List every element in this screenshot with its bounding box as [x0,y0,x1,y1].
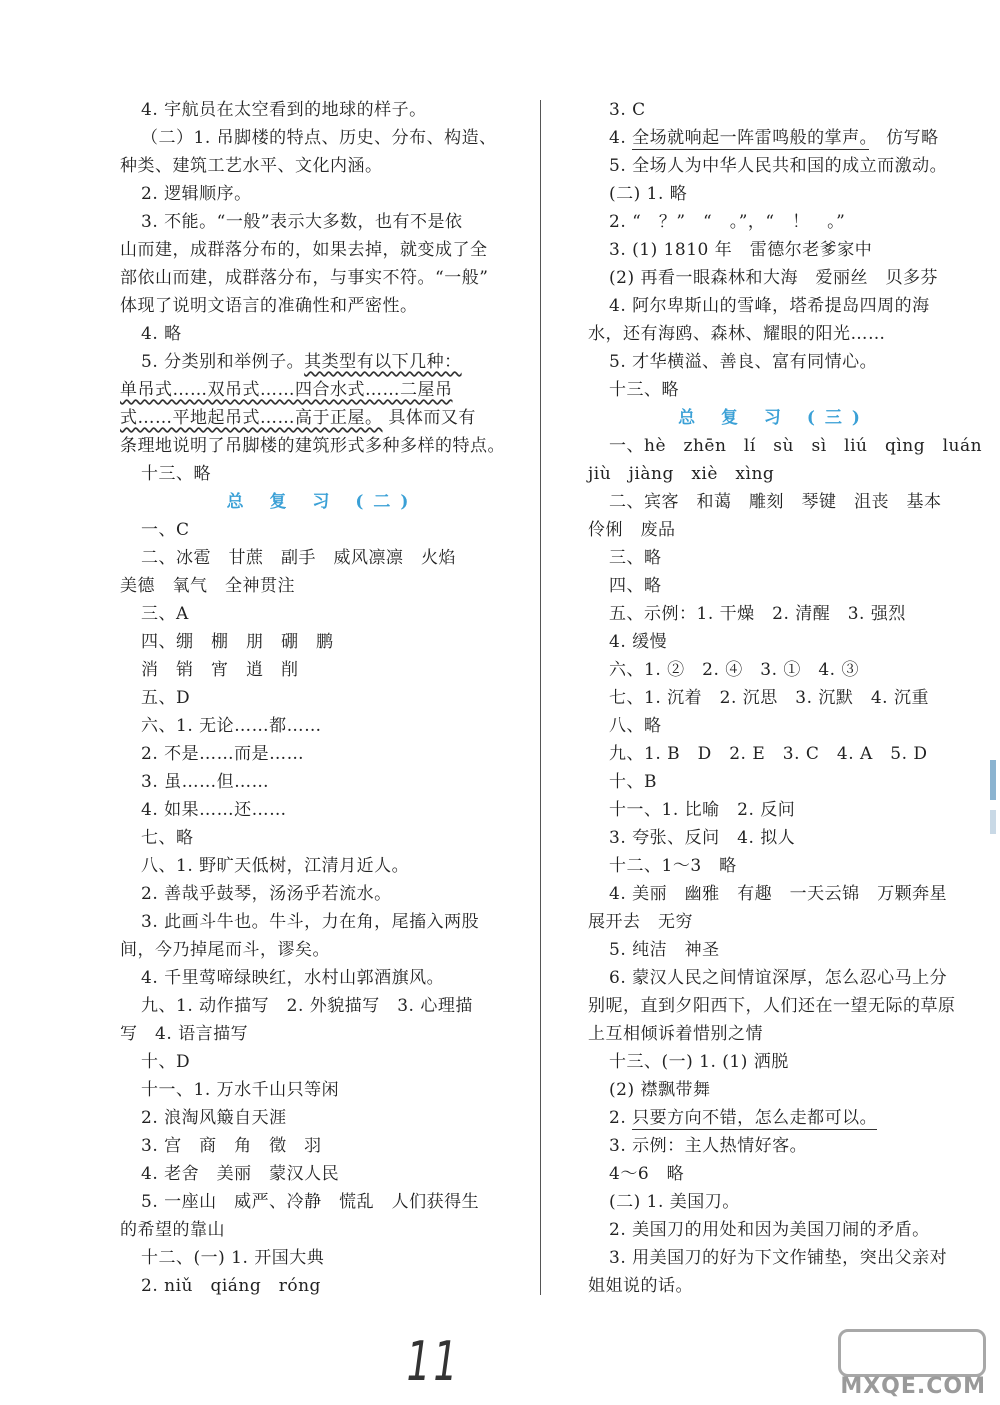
answer-line [120,936,525,964]
answer-line [588,516,960,544]
answer-line [588,1160,960,1188]
line-text: 4. 美丽 幽雅 有趣 一天云锦 万颗奔星 [609,884,948,904]
answer-line [588,880,960,908]
line-text: 3. 用美国刀的好为下文作铺垫，突出父亲对 [609,1248,948,1268]
line-text: 4. 缓慢 [609,632,668,652]
answer-line [120,1216,525,1244]
answer-line [588,964,960,992]
line-text: 山而建，成群落分布的，如果去掉，就变成了全 [120,240,488,260]
line-text: (2) 再看一眼森林和大海 爱丽丝 贝多芬 [609,268,938,288]
line-text: 十三、略 [609,380,679,400]
answer-line [120,1076,525,1104]
answer-line [120,124,525,152]
edge-mark [990,760,996,800]
underlined-text: 只要方向不错，怎么走都可以。 [632,1108,878,1128]
answer-line [120,572,525,600]
line-text: 3. 虽……但…… [141,772,270,792]
answer-line [120,236,525,264]
answer-line [588,180,960,208]
line-text: 部依山而建，成群落分布，与事实不符。“一般” [120,268,489,288]
answer-line [588,600,960,628]
answer-line [120,1048,525,1076]
answer-line [588,152,960,180]
line-text: 3. 此画斗牛也。牛斗，力在角，尾搐入两股 [141,912,480,932]
line-text: 十三、(一) 1. (1) 洒脱 [609,1052,789,1072]
answer-line [588,908,960,936]
line-text: 2. 逻辑顺序。 [141,184,252,204]
answer-line [588,124,960,152]
answer-line [120,208,525,236]
answer-line [120,656,525,684]
answer-line [120,1132,525,1160]
answer-line [588,628,960,656]
wavy-underlined-text: 式……平地起吊式……高于正屋。 [120,408,383,428]
answer-line [120,1272,525,1300]
answer-line [120,1188,525,1216]
line-text: 的希望的靠山 [120,1220,225,1240]
answer-line [588,768,960,796]
answer-line [588,292,960,320]
line-text: 十三、略 [141,464,211,484]
answer-line [588,684,960,712]
answer-line [120,908,525,936]
answer-line [588,796,960,824]
line-text: 6. 蒙汉人民之间情谊深厚，怎么忍心马上分 [609,968,948,988]
line-text: 十一、1. 比喻 2. 反问 [609,800,796,820]
answer-line [120,740,525,768]
answer-line [588,1048,960,1076]
line-text: (二) 1. 略 [609,184,688,204]
line-text: 五、D [141,688,191,708]
answer-line [120,1104,525,1132]
answer-line [588,824,960,852]
answer-line [588,1076,960,1104]
line-text: 2. 浪淘风簸自天涯 [141,1108,287,1128]
answer-line [120,768,525,796]
line-text: 2. 不是……而是…… [141,744,305,764]
answer-line [588,1104,960,1132]
line-text: 2. [609,1108,633,1128]
right-column [588,96,983,1300]
line-text: 八、略 [609,716,662,736]
line-text: 4. 宇航员在太空看到的地球的样子。 [141,100,427,120]
answer-line [588,1132,960,1160]
line-text: 种类、建筑工艺水平、文化内涵。 [120,156,383,176]
watermark-logo-icon [838,1329,986,1377]
answer-line [588,1188,960,1216]
line-text: 5. 才华横溢、善良、富有同情心。 [609,352,878,372]
wavy-underlined-text: 单吊式……双吊式……四合水式……二屋吊 [120,380,453,400]
answer-line [588,1272,960,1300]
line-text: 姐姐说的话。 [588,1276,693,1296]
line-text: 四、绷 棚 朋 硼 鹏 [141,632,334,652]
line-text: 4. 如果……还…… [141,800,287,820]
line-text: 十、B [609,772,657,792]
line-text: 八、1. 野旷天低树，江清月近人。 [141,856,410,876]
answer-line [120,712,525,740]
line-text: 一、C [141,520,190,540]
line-text: 十二、1～3 略 [609,856,737,876]
line-text: 水，还有海鸥、森林、耀眼的阳光…… [588,324,886,344]
wavy-underlined-text: 其类型有以下几种： [304,352,462,372]
answer-line [588,1216,960,1244]
answer-line [120,376,525,404]
left-column [120,96,525,1300]
line-text: 七、1. 沉着 2. 沉思 3. 沉默 4. 沉重 [609,688,929,708]
line-text: 上互相倾诉着惜别之情 [588,1024,763,1044]
answer-line [588,96,960,124]
answer-line [120,600,525,628]
answer-line [588,852,960,880]
answer-line [588,992,960,1020]
page-number: 11 [406,1330,461,1393]
line-text: 三、略 [609,548,662,568]
answer-line [588,432,983,460]
answer-line [120,824,525,852]
line-text: 展开去 无穷 [588,912,693,932]
answer-line [120,516,525,544]
answer-line [588,740,960,768]
line-text: 二、冰雹 甘蔗 副手 威风凛凛 火焰 [141,548,456,568]
line-text: 3. 宫 商 角 徵 羽 [141,1136,322,1156]
line-text: 2. 善哉乎鼓琴，汤汤乎若流水。 [141,884,392,904]
line-text: 具体而又有 [382,408,476,428]
line-text: 五、示例：1. 干燥 2. 清醒 3. 强烈 [609,604,906,624]
line-text: 别呢，直到夕阳西下，人们还在一望无际的草原 [588,996,956,1016]
line-text: (2) 襟飘带舞 [609,1080,711,1100]
answer-line [588,712,960,740]
answer-line [120,796,525,824]
line-text: 伶俐 废品 [588,520,676,540]
line-text: 消 销 宵 逍 削 [141,660,299,680]
edge-mark [990,810,996,834]
answer-line [588,1020,960,1048]
line-text: 三、A [141,604,189,624]
answer-line [588,572,960,600]
line-text: 5. 分类别和举例子。 [141,352,305,372]
answer-line [120,1020,525,1048]
line-text: 2. “ ？” “ 。”，“ ！ 。” [609,212,846,232]
answer-line [588,656,960,684]
line-text: 5. 全场人为中华人民共和国的成立而激动。 [609,156,948,176]
column-divider [540,100,541,1295]
answer-line [588,488,960,516]
answer-line [120,852,525,880]
line-text: 体现了说明文语言的准确性和严密性。 [120,296,418,316]
line-text: 仿写略 [868,128,939,148]
line-text: 3. 示例：主人热情好客。 [609,1136,808,1156]
section-heading: 总 复 习 (三) [678,408,870,428]
line-text: 4. 阿尔卑斯山的雪峰，塔希提岛四周的海 [609,296,930,316]
watermark [840,1325,1000,1405]
answer-line [120,684,525,712]
answer-line [120,320,525,348]
line-text: 4. 千里莺啼绿映红，水村山郭酒旗风。 [141,968,445,988]
answer-line [588,348,960,376]
line-text: 十二、(一) 1. 开国大典 [141,1248,325,1268]
underlined-text: 全场就响起一阵雷鸣般的掌声。 [632,128,869,148]
answer-line [120,180,525,208]
line-text: (二) 1. 美国刀。 [609,1192,740,1212]
answer-line [120,432,525,460]
answer-line [588,544,960,572]
line-text: 2. niǔ qiáng róng [141,1276,321,1296]
answer-line [588,936,960,964]
answer-line [588,236,960,264]
line-text: 二、宾客 和蔼 雕刻 琴键 沮丧 基本 [609,492,942,512]
line-text: 美德 氧气 全神贯注 [120,576,295,596]
line-text: 3. (1) 1810 年 雷德尔老爹家中 [609,240,873,260]
answer-line [588,1244,960,1272]
line-text: 4. 老舍 美丽 蒙汉人民 [141,1164,340,1184]
answer-line [588,460,960,488]
line-text: 四、略 [609,576,662,596]
line-text: 十一、1. 万水千山只等闲 [141,1080,340,1100]
answer-line [120,96,525,124]
answer-line [120,1160,525,1188]
line-text: 间，今乃掉尾而斗，谬矣。 [120,940,330,960]
answer-line [120,992,525,1020]
answer-line [120,628,525,656]
answer-line [588,264,960,292]
line-text: 4. [609,128,633,148]
line-text: jiù jiàng xiè xìng [588,464,775,484]
line-text: 5. 纯洁 神圣 [609,940,720,960]
answer-line [120,964,525,992]
line-text: 条理地说明了吊脚楼的建筑形式多种多样的特点。 [120,436,505,456]
answer-line [588,208,960,236]
answer-line [120,292,525,320]
line-text: 4. 略 [141,324,182,344]
answer-line [120,544,525,572]
line-text: 九、1. B D 2. E 3. C 4. A 5. D [609,744,928,764]
answer-line [120,348,525,376]
watermark-text: MXQE.COM [840,1374,986,1399]
answer-line [120,264,525,292]
line-text: 六、1. 无论……都…… [141,716,322,736]
answer-line [588,320,960,348]
line-text: （二）1. 吊脚楼的特点、历史、分布、构造、 [141,128,497,148]
answer-line [120,152,525,180]
section-heading: 总 复 习 (二) [226,492,419,512]
line-text: 5. 一座山 威严、冷静 慌乱 人们获得生 [141,1192,480,1212]
line-text: 六、1. ② 2. ④ 3. ① 4. ③ [609,660,859,680]
answer-line [588,376,960,404]
line-text: 2. 美国刀的用处和因为美国刀闹的矛盾。 [609,1220,930,1240]
line-text: 七、略 [141,828,194,848]
line-text: 写 4. 语言描写 [120,1024,249,1044]
line-text: 十、D [141,1052,191,1072]
answer-line [120,1244,525,1272]
answer-line [120,460,525,488]
line-text: 3. 夸张、反问 4. 拟人 [609,828,796,848]
answer-line [120,404,525,432]
line-text: 九、1. 动作描写 2. 外貌描写 3. 心理描 [141,996,473,1016]
line-text: 3. C [609,100,646,120]
line-text: 4～6 略 [609,1164,685,1184]
answer-line [120,880,525,908]
line-text: 3. 不能。“一般”表示大多数，也有不是依 [141,212,463,232]
line-text: 一、hè zhēn lí sù sì liú qìng luán [609,436,983,456]
